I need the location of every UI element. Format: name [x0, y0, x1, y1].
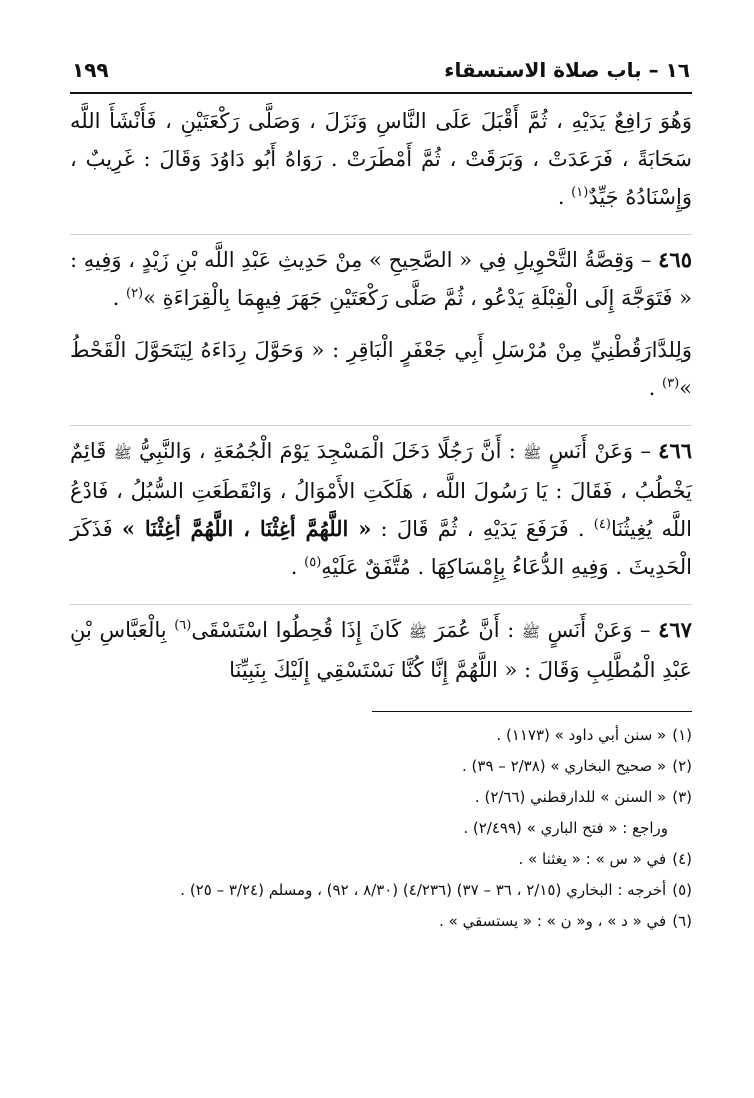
footnote-number: (٥) — [672, 881, 692, 899]
footnote-text: « سنن أبي داود » (١١٧٣) . — [496, 726, 667, 744]
paragraph-text: وَعَنْ أَنَسٍ — [547, 618, 633, 642]
honorific-glyph: ﷺ — [521, 623, 541, 641]
paragraph: ٤٦٦ – وَعَنْ أَنَسٍ ﷺ : أَنَّ رَجُلًا دَخَلَ الْمَسْجِدَ يَوْمَ الْجُمُعَةِ ، وَالنَّبِيُّ ﷺ قَائِمٌ يَخْطُبُ ، فَقَالَ : يَا رَسُولَ اللَّه ، هَلَكَتِ الأَمْوَالُ ، وَانْقَطَعَتِ السُّبُلُ ، فَادْعُ اللَّه يُغِيثُنَا$^{(٤)}$ . فَرَفَعَ يَدَيْهِ ، ثُمَّ قَالَ : « اللَّهُمَّ أغِثْنَا ، اللَّهُمَّ أغِثْنَا » فَذَكَرَ الْحَدِيثَ . وَفِيهِ الدُّعَاءُ بِإِمْسَاكِهَا . مُتَّفَقٌ عَلَيْهِ$^{(٥)}$ . — [70, 438, 693, 579]
hadith-number: ٤٦٧ — [658, 617, 692, 642]
footnote — [70, 844, 692, 875]
footnote — [70, 875, 692, 906]
footnote-list — [70, 712, 692, 937]
paragraph-text: وَلِلدَّارَقُطْنِيِّ مِنْ مُرْسَلِ أَبِي جَعْفَرٍ الْبَاقِرِ : « وَحَوَّلَ رِدَاءَهُ لِيَتَحَوَّلَ الْقَحْطُ » — [70, 338, 692, 400]
paragraph-text: فَذَكَرَ الْحَدِيثَ . وَفِيهِ الدُّعَاءُ بِإِمْسَاكِهَا . مُتَّفَقٌ عَلَيْهِ — [70, 517, 692, 579]
paragraph-text: وَعَنْ أَنَسٍ — [548, 439, 634, 463]
footnote-text: وراجع : « فتح الباري » (٢/٤٩٩) . — [463, 819, 668, 837]
footnote-marker: (٥) — [304, 555, 322, 570]
footnote — [70, 720, 692, 751]
footnote-text: في « س » : « يغثنا » . — [518, 850, 667, 868]
document-page — [70, 52, 692, 937]
footnote — [70, 813, 692, 844]
footnote — [70, 751, 692, 782]
paragraph-text: كَانَ إِذَا قُحِطُوا اسْتَسْقَى — [191, 618, 402, 642]
paragraph-text: بِالْعَبَّاسِ بْنِ عَبْدِ الْمُطَّلِبِ وَقَالَ : « اللَّهُمَّ إِنَّا كُنَّا نَسْتَسْقِي إِلَيْكَ بِنَبِيِّنَا — [70, 618, 692, 682]
hadith-number: ٤٦٥ — [658, 247, 692, 272]
paragraph-text: قَائِمٌ يَخْطُبُ ، فَقَالَ : يَا رَسُولَ اللَّه ، هَلَكَتِ الأَمْوَالُ ، وَانْقَطَعَتِ السُّبُلُ ، فَادْعُ اللَّه يُغِيثُنَا — [70, 439, 692, 541]
footnote-text: أخرجه : البخاري (٢/١٥ ، ٣٦ – ٣٧) (٤/٢٣٦) (٨/٣٠ ، ٩٢) ، ومسلم (٣/٢٤ – ٢٥) . — [180, 881, 667, 899]
hadith-466 — [70, 425, 692, 586]
footnote-marker: (٣) — [662, 376, 680, 391]
main-text — [70, 102, 692, 689]
paragraph: ٤٦٥ – وَقِصَّةُ التَّحْوِيلِ فِي « الصَّحِيحِ » مِنْ حَدِيثِ عَبْدِ اللَّه بْنِ زَيْدٍ ، وَفِيهِ : « فَتَوَجَّهَ إِلَى الْقِبْلَةِ يَدْعُو ، ثُمَّ صَلَّى رَكْعَتَيْنِ جَهَرَ فِيهِمَا بِالْقِرَاءَةِ »$^{(٢)}$ . — [70, 247, 692, 310]
footnote-number: (٤) — [672, 850, 692, 868]
footnote-marker: (٤) — [593, 517, 611, 532]
footnote-number: (٢) — [672, 757, 692, 775]
paragraph: وَلِلدَّارَقُطْنِيِّ مِنْ مُرْسَلِ أَبِي جَعْفَرٍ الْبَاقِرِ : « وَحَوَّلَ رِدَاءَهُ لِيَتَحَوَّلَ الْقَحْطُ »$^{(٣)}$ . — [70, 338, 692, 400]
chapter-title: ١٦ – باب صلاة الاستسقاء — [444, 58, 690, 82]
paragraph: وَهُوَ رَافِعٌ يَدَيْهِ ، ثُمَّ أَقْبَلَ عَلَى النَّاسِ وَنَزَلَ ، وَصَلَّى رَكْعَتَيْنِ ، فَأَنْشَأَ اللَّه سَحَابَةً ، فَرَعَدَتْ ، وَبَرَقَتْ ، ثُمَّ أَمْطَرَتْ . رَوَاهُ أَبُو دَاوُدَ وَقَالَ : غَرِيبٌ ، وَإِسْنَادُهُ جَيِّدٌ$^{(١)}$ . — [70, 109, 692, 209]
supplication-text: « اللَّهُمَّ أغِثْنَا ، اللَّهُمَّ أغِثْنَا » — [121, 516, 372, 541]
page-header — [70, 52, 692, 94]
footnote-text: في « د » ، و« ن » : « يستسقي » . — [439, 912, 667, 930]
footnote-number: (٣) — [672, 788, 692, 806]
hadith-number: ٤٦٦ — [658, 438, 693, 463]
footnote-number: (١) — [672, 726, 692, 744]
footnote-text: « صحيح البخاري » (٢/٣٨ – ٣٩) . — [462, 757, 667, 775]
footnote-marker: (١) — [571, 185, 589, 200]
footnote — [70, 906, 692, 937]
footnote-marker: (٦) — [174, 618, 192, 633]
footnote-marker: (٢) — [125, 286, 144, 301]
honorific-glyph: ﷺ — [523, 444, 542, 462]
honorific-glyph: ﷺ — [113, 444, 132, 462]
paragraph-text: وَقِصَّةُ التَّحْوِيلِ فِي « الصَّحِيحِ » مِنْ حَدِيثِ عَبْدِ اللَّه بْنِ زَيْدٍ ، وَفِيهِ : « فَتَوَجَّهَ إِلَى الْقِبْلَةِ يَدْعُو ، ثُمَّ صَلَّى رَكْعَتَيْنِ جَهَرَ فِيهِمَا بِالْقِرَاءَةِ » — [70, 248, 692, 310]
paragraph-text: . فَرَفَعَ يَدَيْهِ ، ثُمَّ قَالَ : — [380, 517, 585, 541]
paragraph-text: : أَنَّ رَجُلًا دَخَلَ الْمَسْجِدَ يَوْمَ الْجُمُعَةِ ، وَالنَّبِيُّ — [139, 439, 516, 463]
continued-hadith — [70, 102, 692, 216]
paragraph: ٤٦٧ – وَعَنْ أَنَسٍ ﷺ : أَنَّ عُمَرَ ﷺ كَانَ إِذَا قُحِطُوا اسْتَسْقَى$^{(٦)}$ بِالْعَبَّاسِ بْنِ عَبْدِ الْمُطَّلِبِ وَقَالَ : « اللَّهُمَّ إِنَّا كُنَّا نَسْتَسْقِي إِلَيْكَ بِنَبِيِّنَا — [70, 617, 692, 682]
footnote — [70, 782, 692, 813]
paragraph-text: : أَنَّ عُمَرَ — [434, 618, 515, 642]
page-number: ١٩٩ — [72, 58, 109, 82]
footnote-number: (٦) — [672, 912, 692, 930]
paragraph-text: وَهُوَ رَافِعٌ يَدَيْهِ ، ثُمَّ أَقْبَلَ عَلَى النَّاسِ وَنَزَلَ ، وَصَلَّى رَكْعَتَيْنِ ، فَأَنْشَأَ اللَّه سَحَابَةً ، فَرَعَدَتْ ، وَبَرَقَتْ ، ثُمَّ أَمْطَرَتْ . رَوَاهُ أَبُو دَاوُدَ وَقَالَ : غَرِيبٌ ، وَإِسْنَادُهُ جَيِّدٌ — [70, 109, 692, 209]
honorific-glyph: ﷺ — [408, 623, 427, 641]
hadith-465 — [70, 234, 692, 407]
hadith-467 — [70, 604, 692, 689]
footnote-text: « السنن » للدارقطني (٢/٦٦) . — [474, 788, 667, 806]
